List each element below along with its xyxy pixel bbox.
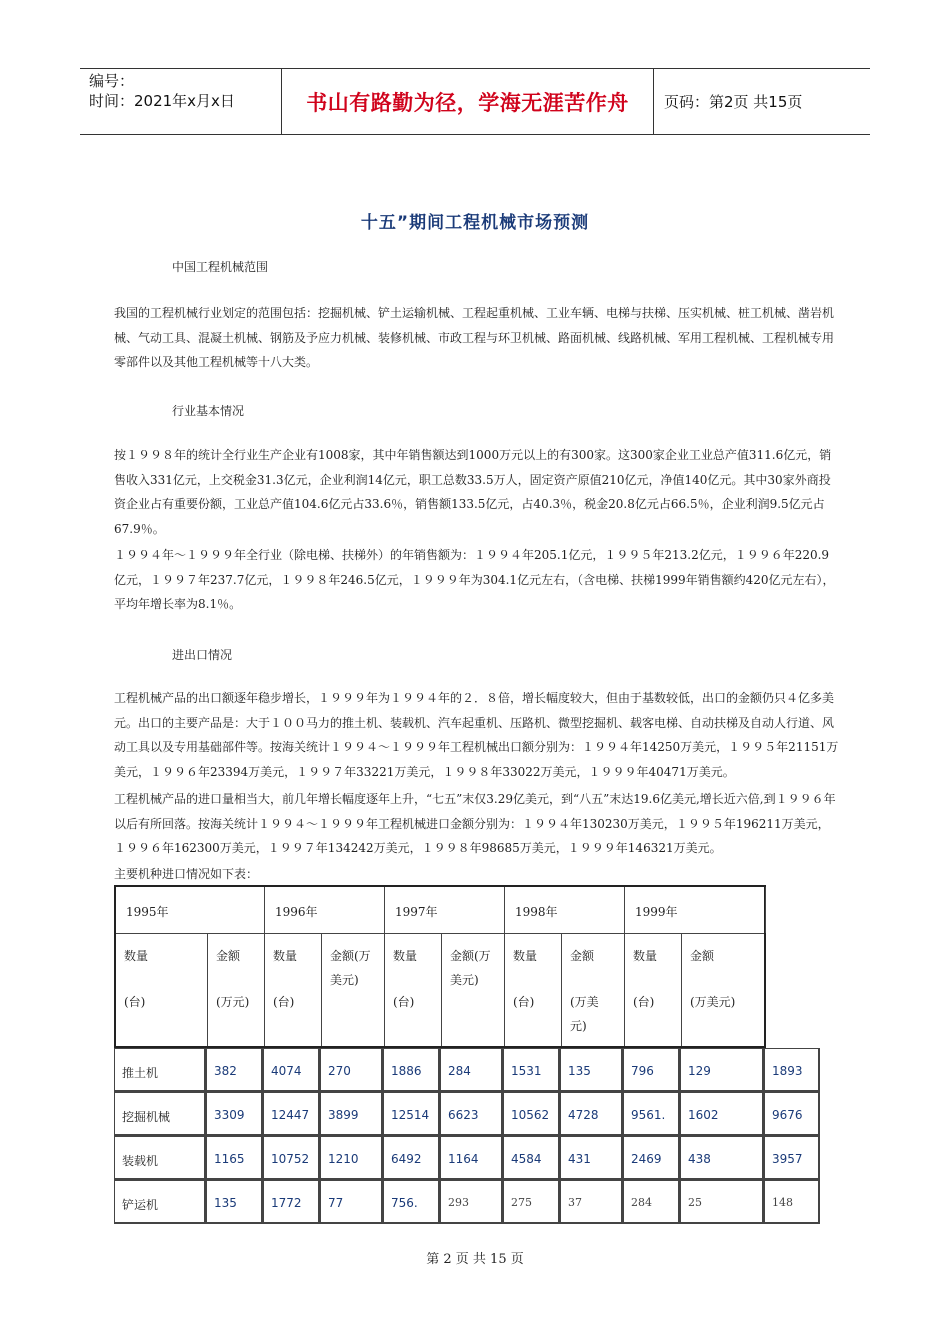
document-title: 十五”期间工程机械市场预测 xyxy=(360,213,590,233)
subheader-text: 金额 xyxy=(216,949,241,963)
subheader-text: 数量 xyxy=(273,949,298,963)
table-cell: 275 xyxy=(503,1180,560,1224)
year-header-row xyxy=(116,887,764,934)
subheader-amount xyxy=(682,934,766,1046)
table-cell: 1164 xyxy=(440,1136,503,1180)
table-cell: 10562 xyxy=(503,1092,560,1136)
paragraph-scope: 我国的工程机械行业划定的范围包括：挖掘机械、铲土运输机械、工程起重机械、工业车辆、电梯与扶梯、压实机械、桩工机械、凿岩机械、气动工具、混凝土机械、钢筋及予应力机械、装修机械、市政工程与环卫机械、路面机械、线路机械、军用工程机械、工程机械专用零部件以及其他工程机械等十八大类。 xyxy=(114,306,835,369)
table-cell: 1772 xyxy=(263,1180,320,1224)
table-cell: 1531 xyxy=(503,1048,560,1092)
table-cell: 796 xyxy=(623,1048,680,1092)
table-cell: 10752 xyxy=(263,1136,320,1180)
subheader-text-cont: 美元) xyxy=(450,973,479,987)
table-cell: 1886 xyxy=(383,1048,440,1092)
year-header-1997: 1997年 xyxy=(385,887,505,933)
subheader-quantity xyxy=(625,934,682,1046)
page-footer: 第 2 页 共 15 页 xyxy=(426,1252,524,1267)
document-number-label: 编号： xyxy=(89,72,135,90)
table-cell: 3309 xyxy=(206,1092,263,1136)
table-row xyxy=(114,1048,820,1092)
table-cell: 135 xyxy=(206,1180,263,1224)
row-label: 装载机 xyxy=(114,1136,206,1180)
table-cell: 293 xyxy=(440,1180,503,1224)
paragraph-import: 工程机械产品的进口量相当大，前几年增长幅度逐年上升，“七五”末仅3.29亿美元，到“八五”末达19.6亿美元,增长近六倍,到１９９６年以后有所回落。按海关统计１９９４～１９９９年工程机械进口金额分别为：１９９４年130230万美元，１９９５年196211万美元，１９９６年162300万美元，１９９７年134242万美元，１９９８年98685万美元，１９９９年146321万美元。 xyxy=(114,792,836,855)
table-cell: 6492 xyxy=(383,1136,440,1180)
row-label: 挖掘机械 xyxy=(114,1092,206,1136)
subheader-quantity xyxy=(385,934,442,1046)
subheader-text: 数量 xyxy=(633,949,658,963)
subheader-unit: (万美 xyxy=(570,995,599,1009)
row-label: 推土机 xyxy=(114,1048,206,1092)
table-cell: 438 xyxy=(680,1136,764,1180)
section-heading-scope: 中国工程机械范围 xyxy=(172,260,269,274)
paragraph-industry-1: 按１９９８年的统计全行业生产企业有1008家，其中年销售额达到1000万元以上的有300家。这300家企业工业总产值311.6亿元，销售收入331亿元，上交税金31.3亿元，企业利润14亿元，职工总数33.5万人，固定资产原值210亿元，净值140亿元。其中30家外商投资企业占有重要份额，工业总产值104.6亿元占33.6％，销售额133.5亿元，占40.3％，税金20.8亿元占66.5％，企业利润9.5亿元占67.9％。 xyxy=(114,448,832,536)
table-cell: 12514 xyxy=(383,1092,440,1136)
subheader-amount xyxy=(442,934,505,1046)
table-cell: 4728 xyxy=(560,1092,623,1136)
table-cell: 77 xyxy=(320,1180,383,1224)
subheader-quantity xyxy=(116,934,208,1046)
table-cell: 756. xyxy=(383,1180,440,1224)
page-header xyxy=(80,68,870,135)
year-header-1996: 1996年 xyxy=(265,887,385,933)
section-heading-industry: 行业基本情况 xyxy=(172,404,245,418)
table-cell: 2469 xyxy=(623,1136,680,1180)
subheader-unit: (台) xyxy=(513,995,535,1009)
subheader-unit: (万元) xyxy=(216,995,250,1009)
table-row xyxy=(114,1092,820,1136)
table-cell: 9561. xyxy=(623,1092,680,1136)
table-cell: 284 xyxy=(440,1048,503,1092)
subheader-quantity xyxy=(265,934,322,1046)
year-header-1999: 1999年 xyxy=(625,887,766,933)
subheader-unit: (台) xyxy=(273,995,295,1009)
table-cell: 1210 xyxy=(320,1136,383,1180)
table-cell: 3899 xyxy=(320,1092,383,1136)
table-cell: 1893 xyxy=(764,1048,820,1092)
paragraph-industry-2: １９９４年～１９９９年全行业（除电梯、扶梯外）的年销售额为：１９９４年205.1亿元，１９９５年213.2亿元，１９９６年220.9亿元，１９９７年237.7亿元，１９９８年246.5亿元，１９９９年为304.1亿元左右，（含电梯、扶梯1999年销售额约420亿元左右），平均年增长率为8.1％。 xyxy=(114,548,835,611)
table-cell: 135 xyxy=(560,1048,623,1092)
table-cell: 270 xyxy=(320,1048,383,1092)
row-label: 铲运机 xyxy=(114,1180,206,1224)
subheader-text: 数量 xyxy=(124,949,149,963)
subheader-text: 金额(万 xyxy=(330,949,371,963)
subheader-unit-cont: 元) xyxy=(570,1019,587,1033)
subheader-quantity xyxy=(505,934,562,1046)
table-cell: 3957 xyxy=(764,1136,820,1180)
table-cell: 9676 xyxy=(764,1092,820,1136)
header-motto-cell xyxy=(282,69,654,134)
table-cell: 4584 xyxy=(503,1136,560,1180)
header-motto: 书山有路勤为径，学海无涯苦作舟 xyxy=(306,90,629,115)
subheader-text: 数量 xyxy=(393,949,418,963)
table-cell: 148 xyxy=(764,1180,820,1224)
table-caption: 主要机种进口情况如下表： xyxy=(114,867,259,881)
year-header-1995: 1995年 xyxy=(116,887,265,933)
header-page-info: 页码：第2页 共15页 xyxy=(664,93,803,111)
table-cell: 284 xyxy=(623,1180,680,1224)
section-heading-trade: 进出口情况 xyxy=(172,648,233,662)
subheader-amount xyxy=(562,934,625,1046)
table-row xyxy=(114,1136,820,1180)
document-date: 时间：2021年x月x日 xyxy=(89,92,235,110)
subheader-text-cont: 美元) xyxy=(330,973,359,987)
header-meta xyxy=(80,69,282,134)
table-cell: 4074 xyxy=(263,1048,320,1092)
subheader-unit: (台) xyxy=(393,995,415,1009)
year-header-1998: 1998年 xyxy=(505,887,625,933)
table-cell: 382 xyxy=(206,1048,263,1092)
subheader-unit: (台) xyxy=(633,995,655,1009)
table-cell: 6623 xyxy=(440,1092,503,1136)
subheader-text: 金额 xyxy=(690,949,715,963)
table-cell: 1165 xyxy=(206,1136,263,1180)
table-cell: 1602 xyxy=(680,1092,764,1136)
table-cell: 25 xyxy=(680,1180,764,1224)
subheader-amount xyxy=(208,934,265,1046)
paragraph-export: 工程机械产品的出口额逐年稳步增长，１９９９年为１９９４年的２．８倍，增长幅度较大，但由于基数较低，出口的金额仍只４亿多美元。出口的主要产品是：大于１００马力的推土机、装载机、汽车起重机、压路机、微型挖掘机、载客电梯、自动扶梯及自动人行道、风动工具以及专用基础部件等。按海关统计１９９４～１９９９年工程机械出口额分别为：１９９４年14250万美元，１９９５年21151万美元，１９９６年23394万美元，１９９７年33221万美元，１９９８年33022万美元，１９９９年40471万美元。 xyxy=(114,691,839,779)
subheader-text: 数量 xyxy=(513,949,538,963)
table-cell: 129 xyxy=(680,1048,764,1092)
subheader-text: 金额 xyxy=(570,949,595,963)
subheader-unit: (万美元) xyxy=(690,995,736,1009)
table-cell: 431 xyxy=(560,1136,623,1180)
subheader-amount xyxy=(322,934,385,1046)
subheader-text: 金额(万 xyxy=(450,949,491,963)
table-cell: 12447 xyxy=(263,1092,320,1136)
import-table-header xyxy=(114,885,766,1048)
table-row xyxy=(114,1180,820,1224)
subheader-unit: (台) xyxy=(124,995,146,1009)
table-cell: 37 xyxy=(560,1180,623,1224)
